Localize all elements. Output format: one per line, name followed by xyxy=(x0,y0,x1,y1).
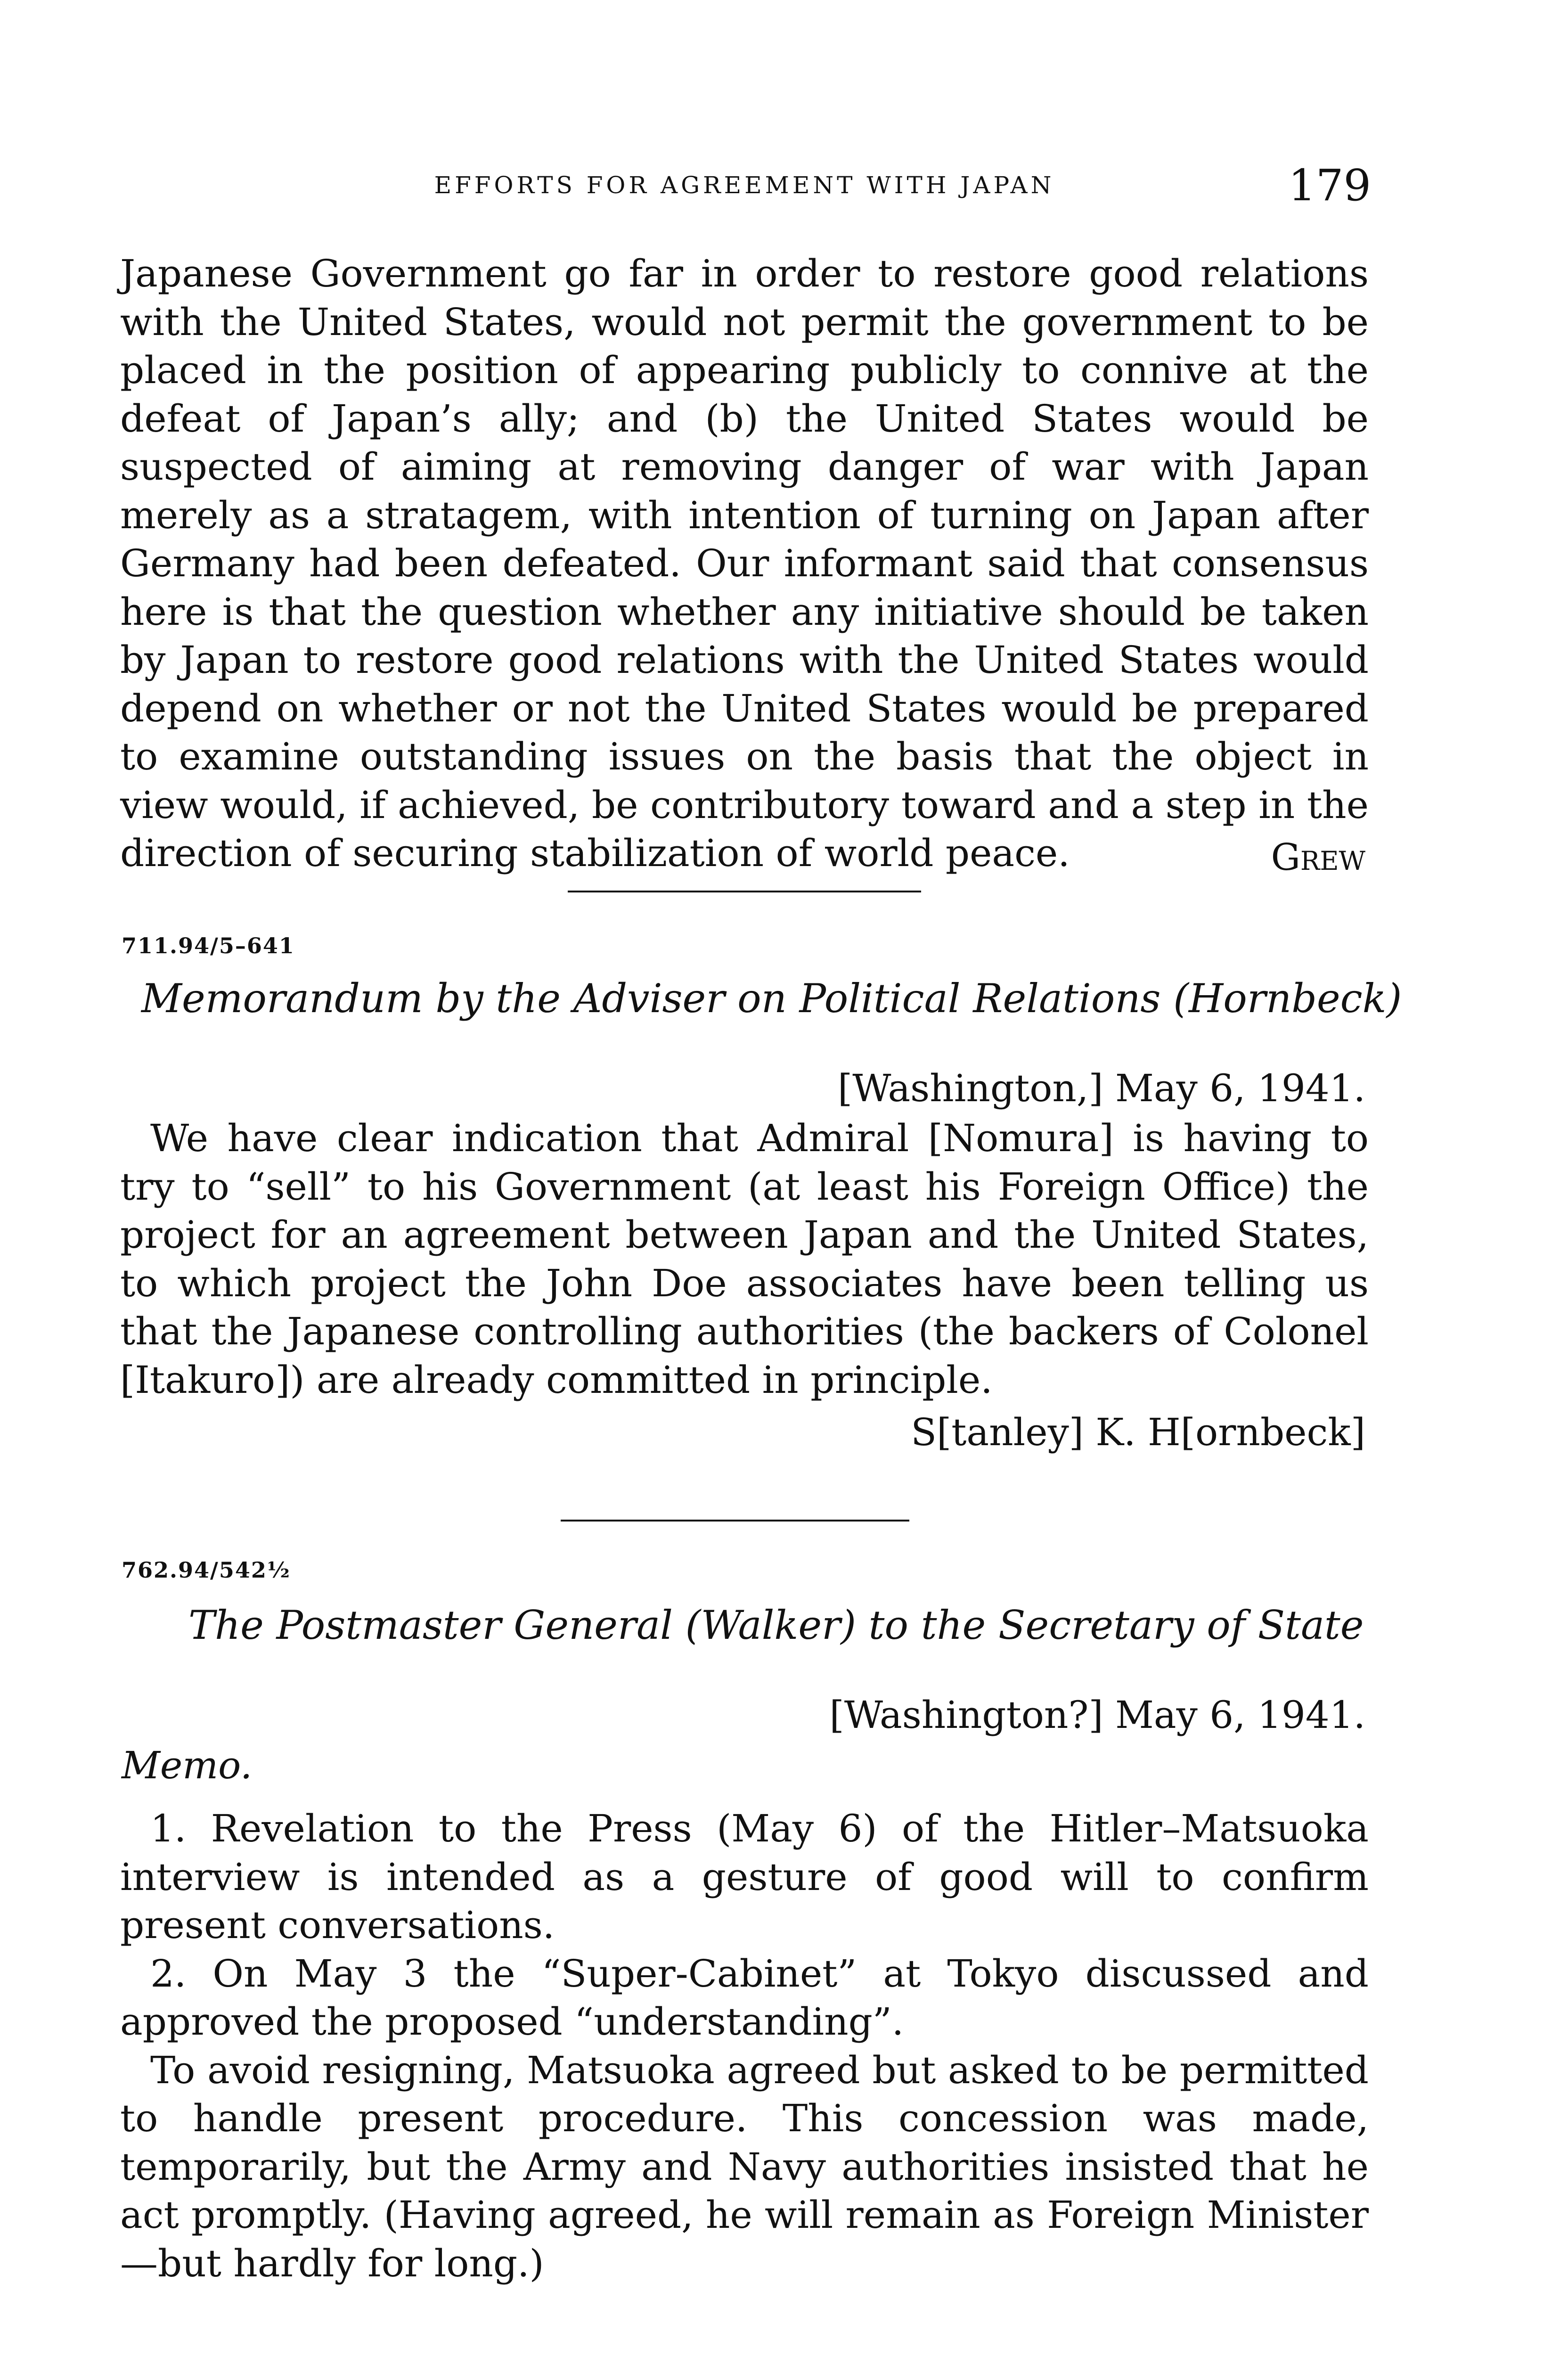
section-divider xyxy=(561,1520,909,1522)
document-title: Memorandum by the Adviser on Political Relations (Hornbeck) xyxy=(141,975,1402,1022)
dateline-text: [Washington?] May 6, 1941. xyxy=(829,1693,1365,1737)
memo-paragraph: We have clear indication that Admiral [Nomura] is having to try to “sell” to his Government (at least his Foreign Office) the project for an agreement between Japan and the United States, to which project the John Doe associates have been telling us that the Japanese controlling authorities (the backers of Colonel [Itakuro]) are already committed in principle. xyxy=(120,1116,1369,1402)
file-number: 711.94/5–641 xyxy=(122,933,295,958)
memo-body xyxy=(120,1114,1369,1404)
signature-hornbeck: S[tanley] K. H[ornbeck] xyxy=(911,1410,1365,1454)
continuation-paragraph: Japanese Government go far in order to restore good relations with the United States, would not permit the government to be placed in the position of appearing publicly to connive at the defeat of Japan’s ally; and (b) the United States would be suspected of aiming at removing danger of war with Japan merely as a stratagem, with intention of turning on Japan after Germany had been defeated. Our informant said that consensus here is that the question whether any initiative should be taken by Japan to restore good relations with the United States would depend on whether or not the United States would be prepared to examine outstanding issues on the basis that the object in view would, if achieved, be contributory toward and a step in the direction of securing stabilization of world peace. xyxy=(120,252,1369,875)
dateline xyxy=(838,1065,1365,1112)
signature-grew: Grew xyxy=(1271,836,1365,879)
page-number: 179 xyxy=(1288,160,1371,211)
continuation-text xyxy=(120,250,1369,878)
document-title: The Postmaster General (Walker) to the Secretary of State xyxy=(188,1602,1364,1648)
memo-item: To avoid resigning, Matsuoka agreed but asked to be permitted to handle present procedure. This concession was made, temporarily, but the Army and Navy authorities insisted that he act promptly. (Having agreed, he will remain as Foreign Minister—but hardly for long.) xyxy=(120,2048,1369,2285)
memo-label: Memo. xyxy=(122,1743,253,1787)
memo-items xyxy=(120,1805,1369,2288)
memo-item: 2. On May 3 the “Super-Cabinet” at Tokyo discussed and approved the proposed “understanding”. xyxy=(120,1951,1369,2044)
running-head-title: EFFORTS FOR AGREEMENT WITH JAPAN xyxy=(434,172,1055,199)
running-head xyxy=(122,160,1371,212)
dateline xyxy=(830,1692,1365,1739)
dateline-text: [Washington,] May 6, 1941. xyxy=(838,1066,1365,1110)
file-number: 762.94/542½ xyxy=(122,1557,291,1583)
section-divider xyxy=(568,891,921,892)
memo-item: 1. Revelation to the Press (May 6) of the Hitler–Matsuoka interview is intended as a gesture of good will to confirm present conversations. xyxy=(120,1807,1369,1947)
